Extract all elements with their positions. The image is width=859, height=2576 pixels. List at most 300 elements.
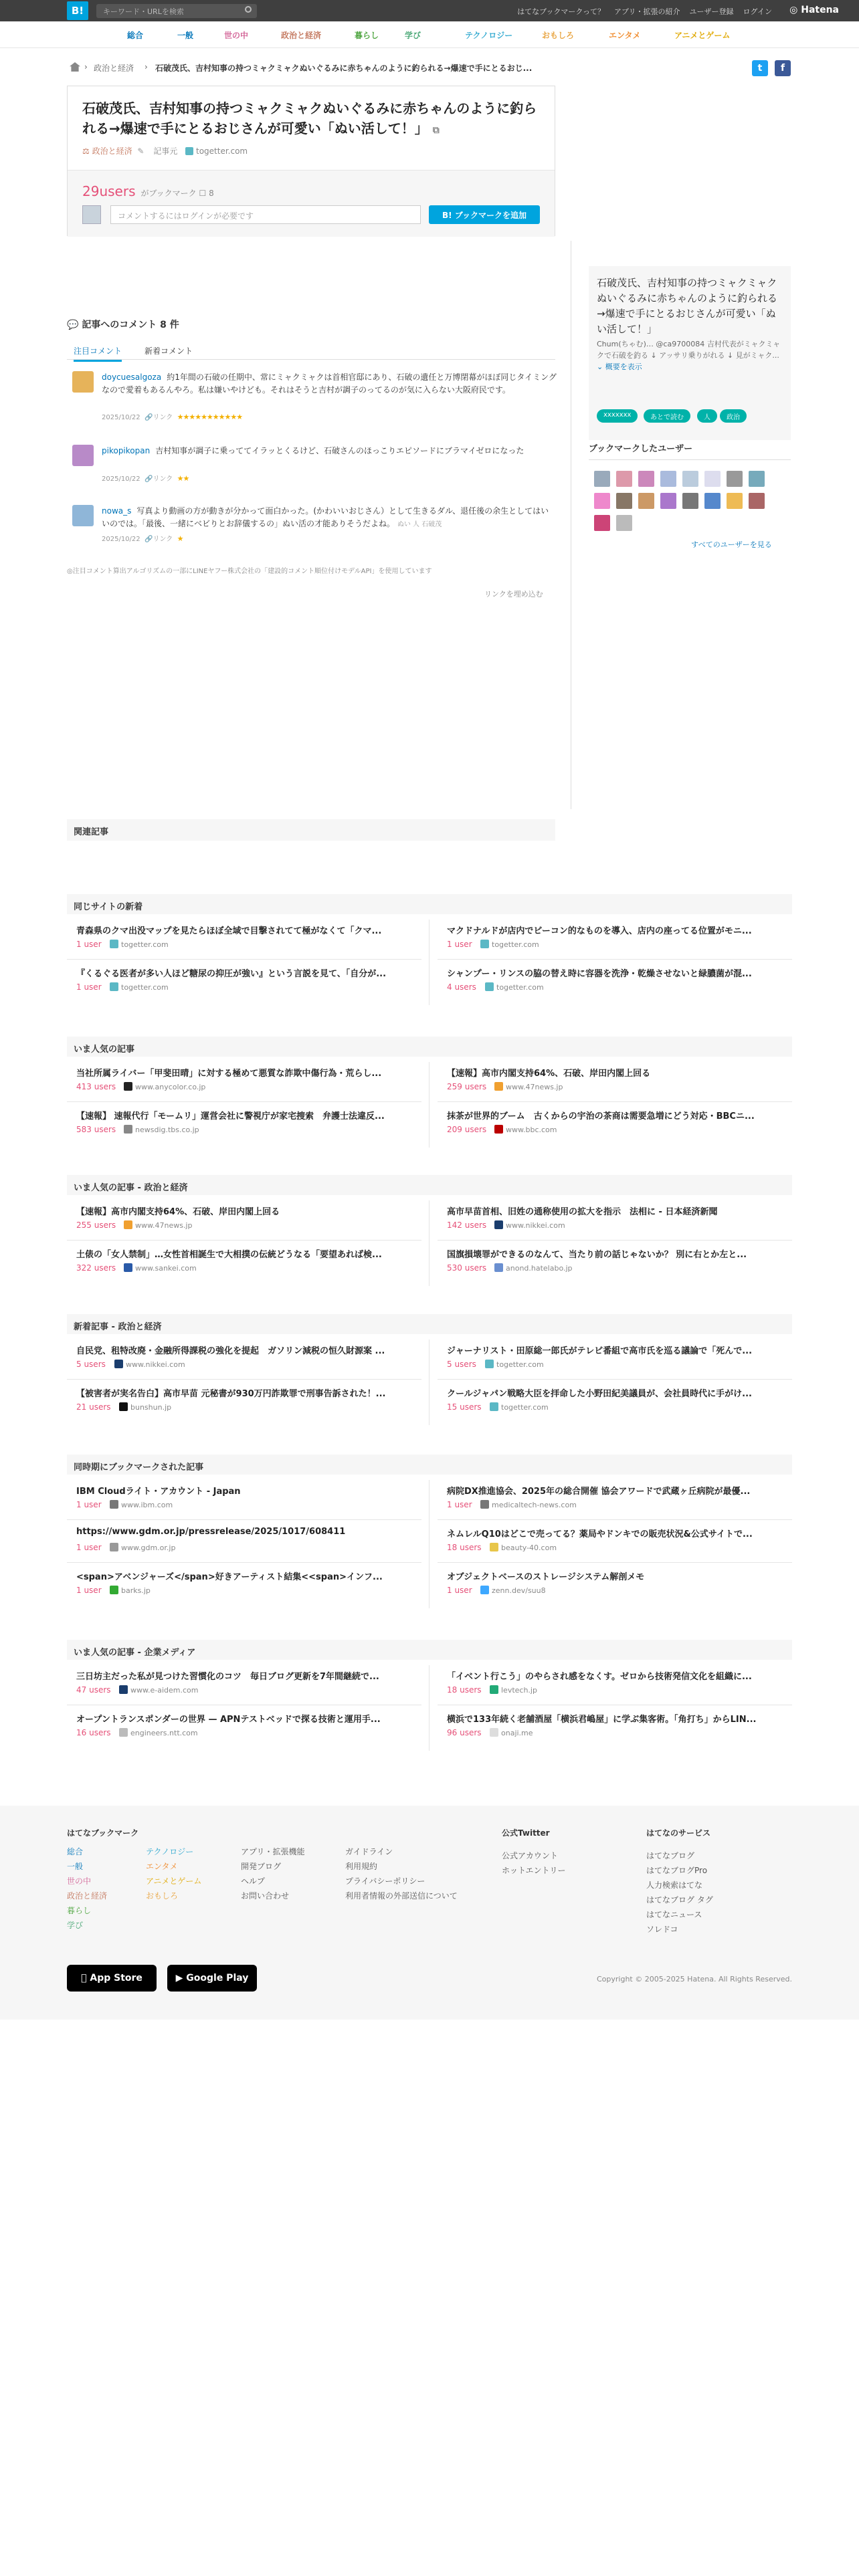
site-favicon-icon xyxy=(124,1263,132,1272)
avatar[interactable] xyxy=(660,471,676,487)
section-divider xyxy=(429,1339,430,1425)
site-favicon-icon xyxy=(480,1586,489,1594)
article-section xyxy=(67,1640,792,1737)
article-domain[interactable] xyxy=(494,1082,563,1091)
article-users[interactable]: 18 users xyxy=(447,1685,482,1695)
footer-link[interactable]: お問い合わせ xyxy=(241,1891,290,1901)
article-domain-text: medicaltech-news.com xyxy=(492,1501,577,1509)
article-domain-text: levtech.jp xyxy=(501,1686,537,1695)
avatar[interactable] xyxy=(638,471,654,487)
article-users[interactable]: 15 users xyxy=(447,1402,482,1412)
comment-text: 写真より動画の方が動きが分かって面白かった。(かわいいおじさん）として生きるダル、退任後の余生としてはいいのでは。「最後、一緒にベビりとお辞儀するの」ぬい活の才能ありそうだよね。 xyxy=(102,506,549,528)
comment-username[interactable]: pikopikopan xyxy=(102,446,151,455)
comment-body xyxy=(102,371,557,397)
tab-new-comments[interactable]: 新着コメント xyxy=(145,346,193,356)
article-domain[interactable] xyxy=(110,1586,151,1595)
comment-stars[interactable]: ★ xyxy=(177,534,183,543)
article-domain[interactable] xyxy=(485,1360,544,1369)
users-count-text: 29users xyxy=(82,183,136,199)
footer-category-link[interactable]: 学び xyxy=(67,1921,84,1930)
site-favicon-icon xyxy=(490,1543,498,1551)
article-users[interactable]: 1 user xyxy=(447,940,472,949)
entry-title[interactable] xyxy=(82,98,537,140)
avatar[interactable] xyxy=(638,493,654,509)
site-favicon-icon xyxy=(485,982,494,991)
footer-services-title: はてなのサービス xyxy=(646,1828,711,1838)
article-section xyxy=(67,894,792,992)
article-item[interactable] xyxy=(438,1705,792,1748)
article-users[interactable]: 209 users xyxy=(447,1125,487,1134)
search-icon[interactable] xyxy=(245,6,252,13)
article-item[interactable] xyxy=(67,917,421,960)
comment-meta xyxy=(102,533,183,543)
article-domain[interactable] xyxy=(110,1500,173,1509)
article-item[interactable] xyxy=(67,1198,421,1241)
footer-service-link[interactable]: ソレドコ xyxy=(646,1925,678,1934)
comments-title xyxy=(67,318,555,331)
article-title[interactable]: 高市早苗首相、旧姓の通称使用の拡大を指示 法相に - 日本経済新聞 xyxy=(447,1207,718,1217)
entry-title-text: 石破茂氏、吉村知事の持つミャクミャクぬいぐるみに赤ちゃんのように釣られる→爆速で手にとるおじさんが可愛い「ぬい活して！」 xyxy=(82,100,537,136)
site-favicon-icon xyxy=(114,1360,123,1368)
search-input[interactable] xyxy=(96,4,257,18)
article-users[interactable]: 18 users xyxy=(447,1543,482,1552)
tag-chip[interactable]: 政治 xyxy=(720,409,747,423)
article-domain-text: engineers.ntt.com xyxy=(130,1729,198,1737)
article-domain[interactable] xyxy=(494,1220,565,1230)
app-store-text: App Store xyxy=(87,1973,140,1983)
article-item[interactable] xyxy=(438,1102,792,1145)
comment-stars[interactable]: ★★★★★★★★★★★ xyxy=(177,413,243,421)
nav-item[interactable]: エンタメ xyxy=(609,31,641,40)
article-domain[interactable] xyxy=(119,1685,198,1695)
article-domain-text: bunshun.jp xyxy=(130,1403,172,1412)
article-title[interactable]: ジャーナリスト・田原総一郎氏がテレビ番組で高市氏を巡る議論で「死んで... xyxy=(447,1346,753,1356)
article-item[interactable] xyxy=(67,1662,421,1705)
footer-category-link[interactable]: 暮らし xyxy=(67,1906,92,1915)
footer-service-link[interactable]: はてなブログ タグ xyxy=(646,1895,713,1905)
section-divider xyxy=(429,1200,430,1286)
site-favicon-icon xyxy=(110,940,118,948)
article-title[interactable]: オープントランスポンダーの世界 — APNテストベッドで探る技術と運用手... xyxy=(76,1715,381,1725)
entry-meta xyxy=(82,145,248,156)
article-title[interactable]: マクドナルドが店内でビーコン的なものを導入、店内の座ってる位置がモニ... xyxy=(447,926,752,936)
avatar[interactable] xyxy=(72,445,94,466)
article-domain[interactable] xyxy=(490,1543,557,1552)
comment-username[interactable]: doycuesalgoza xyxy=(102,372,162,382)
home-icon[interactable] xyxy=(70,62,80,72)
article-domain-text: beauty-40.com xyxy=(501,1543,557,1552)
site-favicon-icon xyxy=(494,1082,503,1091)
article-domain[interactable] xyxy=(110,982,169,992)
article-domain[interactable] xyxy=(119,1402,171,1412)
article-domain[interactable] xyxy=(124,1263,197,1273)
facebook-share-icon[interactable]: f xyxy=(775,60,791,76)
article-item[interactable] xyxy=(438,1198,792,1241)
twitter-share-icon[interactable]: t xyxy=(752,60,768,76)
article-domain[interactable] xyxy=(494,1125,557,1134)
site-favicon-icon xyxy=(110,1586,118,1594)
footer-categories xyxy=(67,1844,107,1933)
hatena-bookmark-logo[interactable]: B! xyxy=(67,1,88,20)
nav-item[interactable]: テクノロジー xyxy=(465,31,513,40)
article-title[interactable]: https://www.gdm.or.jp/pressrelease/2025/1017/608411 xyxy=(76,1527,346,1537)
site-favicon-icon xyxy=(480,1500,489,1509)
footer-category-link[interactable]: 一般 xyxy=(67,1862,84,1871)
article-title[interactable]: 病院DX推進協会、2025年の総合開催 協会アワードで武蔵ヶ丘病院が最優... xyxy=(447,1487,751,1497)
footer-link[interactable]: アプリ・拡張機能 xyxy=(241,1847,305,1856)
article-title[interactable]: 三日坊主だった私が見つけた習慣化のコツ 毎日ブログ更新を7年間継続で... xyxy=(76,1672,379,1682)
article-users[interactable]: 413 users xyxy=(76,1082,116,1091)
users-count[interactable] xyxy=(82,183,214,199)
article-title[interactable]: 【被害者が実名告白】高市早苗 元秘書が930万円詐欺罪で刑事告訴された！... xyxy=(76,1389,386,1399)
nav-item[interactable]: 暮らし xyxy=(355,31,379,40)
google-play-badge[interactable] xyxy=(167,1965,257,1992)
all-users-link[interactable]: すべてのユーザーを見る xyxy=(691,540,772,549)
footer-twitter-title: 公式Twitter xyxy=(502,1828,550,1838)
site-favicon-icon xyxy=(110,1543,118,1551)
tag-chip[interactable]: あとで読む xyxy=(644,409,690,423)
bookmark-bar xyxy=(68,170,555,237)
comments-section xyxy=(67,318,557,543)
article-users[interactable]: 583 users xyxy=(76,1125,116,1134)
footer-category-link[interactable]: おもしろ xyxy=(146,1891,179,1901)
article-users[interactable]: 21 users xyxy=(76,1402,111,1412)
entry-category-text: 政治と経済 xyxy=(92,146,132,156)
edit-icon[interactable]: ✎ xyxy=(137,146,145,156)
section-title: 同時期にブックマークされた記事 xyxy=(67,1455,792,1475)
comment-body xyxy=(102,505,557,531)
login-link[interactable]: ログイン xyxy=(743,7,772,16)
article-title[interactable]: 青森県のクマ出没マップを見たらほぼ全域で目撃されてて極がなくて「クマ... xyxy=(76,926,382,936)
footer-service-link[interactable]: はてなブログ xyxy=(646,1851,695,1860)
hatena-brand[interactable]: ◎ Hatena xyxy=(789,5,839,15)
article-title[interactable]: IBM Cloudライト・アカウント - Japan xyxy=(76,1487,241,1497)
article-domain-text: www.gdm.or.jp xyxy=(121,1543,176,1552)
comment-links[interactable]: 🔗リンク xyxy=(145,536,173,543)
footer-title[interactable]: はてなブックマーク xyxy=(67,1828,139,1838)
article-domain[interactable] xyxy=(490,1402,549,1412)
article-users[interactable]: 5 users xyxy=(76,1360,106,1369)
article-item[interactable] xyxy=(438,917,792,960)
comment-date[interactable]: 2025/10/22 xyxy=(102,536,140,543)
nav-item[interactable]: 政治と経済 xyxy=(281,31,322,40)
article-title[interactable]: ネムレルQ10はどこで売ってる？薬局やドンキでの販売状況&公式サイトで... xyxy=(447,1529,753,1539)
article-users[interactable]: 1 user xyxy=(76,1543,102,1552)
algorithm-note: ◎注目コメント算出アルゴリズムの一部にLINEヤフー株式会社の「建設的コメント順位付けモデルAPI」を使用しています xyxy=(67,568,432,575)
comment-links[interactable]: 🔗リンク xyxy=(145,414,173,421)
show-summary-link[interactable] xyxy=(597,362,642,371)
article-domain-text: togetter.com xyxy=(121,983,169,992)
article-item[interactable] xyxy=(438,1380,792,1422)
footer-service-link[interactable]: 人力検索はてな xyxy=(646,1881,703,1890)
show-summary-text: 概要を表示 xyxy=(605,362,642,371)
footer-twitter xyxy=(502,1826,566,1878)
article-users[interactable]: 4 users xyxy=(447,982,476,992)
avatar[interactable] xyxy=(727,493,743,509)
breadcrumb-sep-icon: › xyxy=(145,62,148,72)
signup-link[interactable]: ユーザー登録 xyxy=(689,7,734,16)
section-divider xyxy=(429,1062,430,1148)
chevron-down-icon: ⌄ xyxy=(597,362,603,371)
article-title[interactable]: 自民党、租特改廃・金融所得課税の強化を提起 ガソリン減税の恒久財源案 ... xyxy=(76,1346,385,1356)
entry-category[interactable]: ⚖ 政治と経済 xyxy=(82,146,132,156)
add-bookmark-button[interactable]: B! ブックマークを追加 xyxy=(429,205,540,224)
site-favicon-icon xyxy=(124,1082,132,1091)
section-title: いま人気の記事 - 企業メディア xyxy=(67,1640,792,1660)
article-domain-text: onaji.me xyxy=(501,1729,533,1737)
section-title: 新着記事 - 政治と経済 xyxy=(67,1314,792,1334)
app-store-badge[interactable] xyxy=(67,1965,157,1992)
comment-meta xyxy=(102,411,242,421)
article-domain[interactable] xyxy=(490,1728,533,1737)
comment-item xyxy=(67,445,555,485)
nav-item[interactable]: 学び xyxy=(405,31,421,40)
article-users[interactable]: 1 user xyxy=(447,1586,472,1595)
section-title: いま人気の記事 - 政治と経済 xyxy=(67,1175,792,1195)
footer-twitter-link[interactable]: ホットエントリー xyxy=(502,1866,566,1875)
article-domain[interactable] xyxy=(485,982,544,992)
user-avatar xyxy=(82,205,101,224)
article-domain[interactable] xyxy=(480,1500,577,1509)
article-users[interactable]: 142 users xyxy=(447,1220,487,1230)
article-title[interactable]: 土俵の「女人禁制」…女性首相誕生で大相撲の伝統どうなる「要望あれば検... xyxy=(76,1250,382,1260)
footer-links xyxy=(241,1844,305,1903)
footer-link[interactable]: 開発ブログ xyxy=(241,1862,282,1871)
avatar[interactable] xyxy=(704,493,721,509)
tag-chip[interactable]: 人 xyxy=(697,409,717,423)
article-users[interactable]: 1 user xyxy=(76,1586,102,1595)
footer-link[interactable]: ガイドライン xyxy=(345,1847,393,1856)
article-users[interactable]: 1 user xyxy=(76,1500,102,1509)
about-link[interactable]: はてなブックマークって？ xyxy=(517,7,605,16)
article-item[interactable] xyxy=(67,1520,421,1563)
footer-twitter-link[interactable]: 公式アカウント xyxy=(502,1851,558,1860)
article-title[interactable]: 【速報】 速報代行「モームリ」運営会社に警視庁が家宅捜索 弁護士法違反... xyxy=(76,1111,385,1121)
article-domain[interactable] xyxy=(124,1125,199,1134)
article-title[interactable]: オブジェクトベースのストレージシステム解剖メモ xyxy=(447,1572,645,1582)
article-domain[interactable] xyxy=(480,940,539,949)
comment-date[interactable]: 2025/10/22 xyxy=(102,475,140,483)
footer-categories xyxy=(146,1844,201,1903)
article-domain-text: www.bbc.com xyxy=(506,1125,557,1134)
breadcrumb-title: 石破茂氏、吉村知事の持つミャクミャクぬいぐるみに赤ちゃんのように釣られる→爆速で手にとるおじ... xyxy=(155,64,533,73)
article-title[interactable]: 【速報】高市内閣支持64%、石破、岸田内閣上回る xyxy=(447,1069,651,1079)
comment-username[interactable]: nowa_s xyxy=(102,506,132,516)
avatar[interactable] xyxy=(616,471,632,487)
avatar[interactable] xyxy=(749,471,765,487)
comment-body xyxy=(102,445,557,457)
nav-item[interactable]: アニメとゲーム xyxy=(674,31,731,40)
article-item[interactable] xyxy=(438,960,792,1002)
top-bar xyxy=(0,0,859,21)
bookmark-count: 8 xyxy=(209,189,214,198)
article-item[interactable] xyxy=(67,1102,421,1145)
footer-category-link[interactable]: アニメとゲーム xyxy=(146,1876,202,1886)
avatar[interactable] xyxy=(749,493,765,509)
article-users[interactable]: 530 users xyxy=(447,1263,487,1273)
article-title[interactable]: 「イベント行こう」のやらされ感をなくす。ゼロから技術発信文化を組織に... xyxy=(447,1672,752,1682)
togetter-favicon-icon xyxy=(185,147,193,155)
copyright: Copyright © 2005-2025 Hatena. All Rights Reserved. xyxy=(596,1975,792,1983)
comment-date[interactable]: 2025/10/22 xyxy=(102,414,140,421)
footer-links xyxy=(345,1844,458,1903)
comment-links[interactable]: 🔗リンク xyxy=(145,475,173,483)
avatar[interactable] xyxy=(594,493,610,509)
embed-link[interactable]: リンクを埋め込む xyxy=(484,590,543,599)
article-domain[interactable] xyxy=(110,1543,175,1552)
footer-category-link[interactable]: エンタメ xyxy=(146,1862,178,1871)
site-favicon-icon xyxy=(119,1728,128,1737)
footer-link[interactable]: 利用者情報の外部送信について xyxy=(345,1891,458,1901)
nav-item[interactable]: 一般 xyxy=(177,31,194,40)
article-domain-text: www.nikkei.com xyxy=(506,1221,565,1230)
tag-chip[interactable]: xxxxxxx xyxy=(597,409,638,423)
footer-category-link[interactable]: 世の中 xyxy=(67,1876,92,1886)
footer-link[interactable]: プライバシーポリシー xyxy=(345,1876,425,1886)
article-title[interactable]: シャンプー・リンスの脇の替え時に容器を洗浄・乾燥させないと緑膿菌が混... xyxy=(447,969,752,979)
comment-stars[interactable]: ★★ xyxy=(177,474,189,483)
article-domain-text: barks.jp xyxy=(121,1586,151,1595)
avatar[interactable] xyxy=(704,471,721,487)
article-domain[interactable] xyxy=(490,1685,537,1695)
nav-item[interactable]: 世の中 xyxy=(224,31,249,40)
sidebar-description xyxy=(597,338,784,372)
article-item[interactable] xyxy=(438,1337,792,1380)
section-divider xyxy=(429,1665,430,1751)
article-item[interactable] xyxy=(438,1477,792,1520)
google-play-text: Google Play xyxy=(186,1973,249,1983)
site-favicon-icon xyxy=(494,1220,503,1229)
article-domain[interactable] xyxy=(114,1360,185,1369)
tab-featured-comments[interactable]: 注目コメント xyxy=(74,345,122,362)
article-item[interactable] xyxy=(67,1337,421,1380)
article-item[interactable] xyxy=(67,1241,421,1283)
article-domain-text: www.sankei.com xyxy=(135,1264,197,1273)
article-domain-text: newsdig.tbs.co.jp xyxy=(135,1125,199,1134)
article-users[interactable]: 259 users xyxy=(447,1082,487,1091)
external-link-icon[interactable]: ⧉ xyxy=(432,125,440,136)
site-favicon-icon xyxy=(124,1220,132,1229)
avatar[interactable] xyxy=(727,471,743,487)
article-domain-text: www.nikkei.com xyxy=(126,1360,185,1369)
article-item[interactable] xyxy=(67,1705,421,1748)
comment-tags[interactable]: ぬい 人 石破茂 xyxy=(397,521,442,528)
footer-category-link[interactable]: 政治と経済 xyxy=(67,1891,108,1901)
article-title[interactable]: 横浜で133年続く老舗酒屋「横浜君嶋屋」に学ぶ集客術。「角打ち」からLIN... xyxy=(447,1715,757,1725)
article-title[interactable]: クールジャパン戦略大臣を拝命した小野田紀美議員が、会社員時代に手がけ... xyxy=(447,1389,752,1399)
comment-text: 吉村知事が調子に乗っててイラッとくるけど、石破さんのほっこりエピソードにブラマイゼロになった xyxy=(155,446,524,455)
article-domain-text: www.anycolor.co.jp xyxy=(135,1083,206,1091)
sidebar-title[interactable]: 石破茂氏、吉村知事の持つミャクミャクぬいぐるみに赤ちゃんのように釣られる→爆速で手にとるおじさんが可愛い「ぬい活して！」 xyxy=(597,277,778,335)
article-item[interactable] xyxy=(438,1662,792,1705)
site-favicon-icon xyxy=(490,1728,498,1737)
sidebar-entry-summary xyxy=(589,266,791,440)
article-users[interactable]: 1 user xyxy=(76,940,102,949)
site-favicon-icon xyxy=(124,1125,132,1134)
article-domain[interactable] xyxy=(124,1082,205,1091)
article-domain[interactable] xyxy=(480,1586,546,1595)
avatar[interactable] xyxy=(594,471,610,487)
footer-link[interactable]: ヘルプ xyxy=(241,1876,266,1886)
article-users[interactable]: 96 users xyxy=(447,1728,482,1737)
comment-tabs xyxy=(67,341,555,360)
avatar[interactable] xyxy=(594,515,610,531)
avatar[interactable] xyxy=(72,371,94,393)
article-domain[interactable] xyxy=(124,1220,192,1230)
article-title[interactable]: 当社所属ライバー「甲斐田晴」に対する極めて悪質な詐欺中傷行為・荒らし... xyxy=(76,1069,382,1079)
article-item[interactable] xyxy=(67,960,421,1002)
article-domain[interactable] xyxy=(110,940,169,949)
footer-service-link[interactable]: はてなニュース xyxy=(646,1910,702,1919)
article-users[interactable]: 1 user xyxy=(447,1500,472,1509)
article-users[interactable]: 5 users xyxy=(447,1360,476,1369)
article-item[interactable] xyxy=(67,1380,421,1422)
breadcrumb-category[interactable]: 政治と経済 xyxy=(94,64,134,73)
comment-item xyxy=(67,371,555,425)
article-title[interactable]: <span>アベンジャーズ</span>好きアーティスト結集<<span>インフ... xyxy=(76,1572,383,1582)
article-title[interactable]: 国旗損壊罪ができるのなんて、当たり前の話じゃないか？ 別に右とか左と... xyxy=(447,1250,747,1260)
footer-category-link[interactable]: テクノロジー xyxy=(146,1847,194,1856)
article-item[interactable] xyxy=(438,1241,792,1283)
article-users[interactable]: 47 users xyxy=(76,1685,111,1695)
avatar[interactable] xyxy=(682,493,698,509)
article-domain-text: www.47news.jp xyxy=(135,1221,193,1230)
search-placeholder: キーワード・URLを検索 xyxy=(103,7,184,16)
source-domain[interactable]: togetter.com xyxy=(195,146,248,156)
site-favicon-icon xyxy=(490,1685,498,1694)
site-favicon-icon xyxy=(110,982,118,991)
nav-item[interactable]: おもしろ xyxy=(542,31,575,40)
article-item[interactable] xyxy=(438,1059,792,1102)
article-users[interactable]: 16 users xyxy=(76,1728,111,1737)
article-users[interactable]: 322 users xyxy=(76,1263,116,1273)
article-item[interactable] xyxy=(438,1563,792,1606)
comment-meta xyxy=(102,473,189,483)
article-title[interactable]: 『くるぐる医者が多い人ほど糖尿の抑圧が強い』という言説を見て、「自分が... xyxy=(76,969,387,979)
footer-service-link[interactable]: はてなブログPro xyxy=(646,1866,708,1875)
comments-title-text: 記事へのコメント 8 件 xyxy=(82,320,179,330)
comment-input[interactable]: コメントするにはログインが必要です xyxy=(110,205,421,224)
article-title[interactable]: 【速報】高市内閣支持64%、石破、岸田内閣上回る xyxy=(76,1207,280,1217)
article-item[interactable] xyxy=(67,1563,421,1606)
article-item[interactable] xyxy=(438,1520,792,1563)
article-item[interactable] xyxy=(67,1477,421,1520)
avatar[interactable] xyxy=(660,493,676,509)
article-section xyxy=(67,1175,792,1273)
article-item[interactable] xyxy=(67,1059,421,1102)
article-title[interactable]: 抹茶が世界的ブーム 古くからの宇治の茶商は需要急増にどう対応・BBCニ... xyxy=(447,1111,755,1121)
bookmark-users-title: ブックマークしたユーザー xyxy=(589,441,791,460)
article-users[interactable]: 255 users xyxy=(76,1220,116,1230)
article-domain[interactable] xyxy=(494,1263,573,1273)
hatena-brand-text: Hatena xyxy=(801,5,839,15)
avatar[interactable] xyxy=(682,471,698,487)
avatar[interactable] xyxy=(616,493,632,509)
category-nav xyxy=(0,21,859,48)
nav-item[interactable]: 総合 xyxy=(127,31,144,40)
apps-link[interactable]: アプリ・拡張の紹介 xyxy=(613,7,680,16)
article-users[interactable]: 1 user xyxy=(76,982,102,992)
sidebar-desc-text: Chum(ちゃむ)… @ca9700084 吉村代表がミャクミャクで石破を釣る ↓ アッサリ乗りがれる ↓ 見がミャク... xyxy=(597,340,781,360)
avatar[interactable] xyxy=(616,515,632,531)
breadcrumb-sep-icon: › xyxy=(84,62,88,72)
avatar[interactable] xyxy=(72,505,94,526)
section-title: いま人気の記事 xyxy=(67,1037,792,1057)
article-domain[interactable] xyxy=(119,1728,198,1737)
footer-link[interactable]: 利用規約 xyxy=(345,1862,378,1871)
source-label: 記事元 xyxy=(153,146,178,156)
footer-category-link[interactable]: 総合 xyxy=(67,1847,84,1856)
